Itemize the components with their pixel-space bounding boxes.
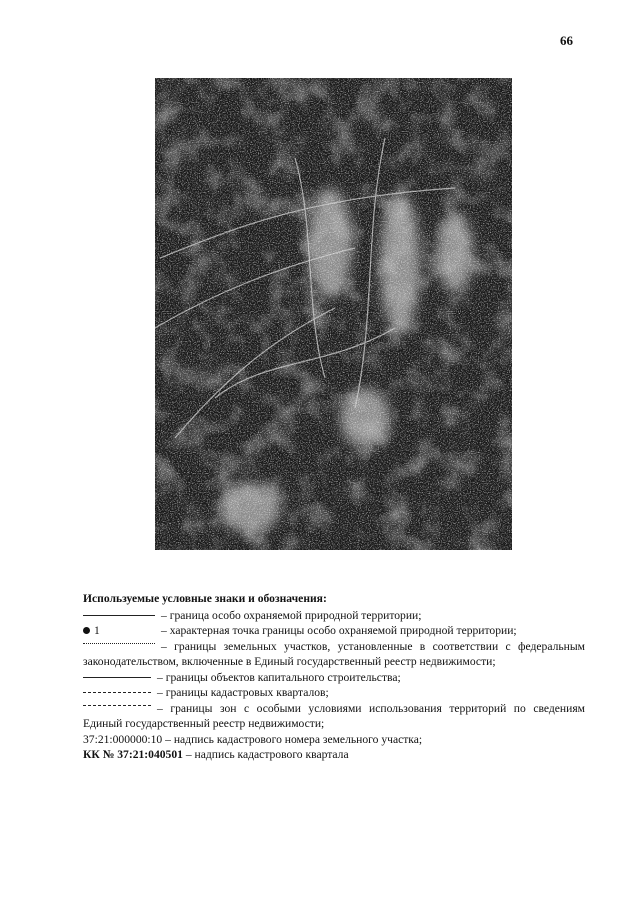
legend-item-text: – характерная точка границы особо охраняемой природной территории; <box>161 624 517 637</box>
legend-item-special-zones-boundaries <box>83 701 585 732</box>
legend-item-text: – надпись кадастрового номера земельного участка; <box>162 732 423 746</box>
legend-title: Используемые условные знаки и обозначения: <box>83 592 327 605</box>
legend-item-plot-number-label <box>83 732 585 748</box>
legend-item-boundary-point <box>83 623 585 639</box>
legend-item-quarter-label <box>83 747 585 763</box>
bullet-point-icon <box>83 627 90 634</box>
dash-dot-line-symbol <box>83 705 151 706</box>
solid-line-symbol <box>83 615 155 616</box>
legend-item-text: – границы земельных участков, установленные в соответствии с федеральным законодательством, включенные в Единый государственный реестр недвижимости; <box>83 639 585 668</box>
legend-item-text: – границы зон с особыми условиями использования территорий по сведениям Единый государственный реестр недвижимости; <box>83 701 585 730</box>
legend <box>83 591 585 763</box>
point-label: 1 <box>94 624 100 637</box>
legend-item-text: – границы кадастровых кварталов; <box>157 686 329 699</box>
legend-item-building-boundaries <box>83 670 585 686</box>
cadastral-quarter-sample: КК № 37:21:040501 <box>83 748 183 761</box>
legend-item-text: – граница особо охраняемой природной территории; <box>161 608 422 622</box>
dotted-line-symbol <box>83 643 155 644</box>
cadastral-number-sample: 37:21:000000:10 <box>83 732 163 746</box>
solid-line-symbol <box>83 677 151 678</box>
satellite-photo <box>155 78 512 550</box>
legend-item-protected-area-boundary <box>83 608 585 624</box>
legend-item-land-plot-boundaries <box>83 639 585 670</box>
legend-item-text: – границы объектов капитального строительства; <box>157 670 401 684</box>
legend-item-text: – надпись кадастрового квартала <box>182 748 349 761</box>
legend-item-cadastral-quarter-boundaries <box>83 685 585 701</box>
page-number: 66 <box>560 33 573 48</box>
point-symbol <box>83 623 161 639</box>
aerial-image <box>155 78 512 550</box>
dashed-line-symbol <box>83 692 151 693</box>
